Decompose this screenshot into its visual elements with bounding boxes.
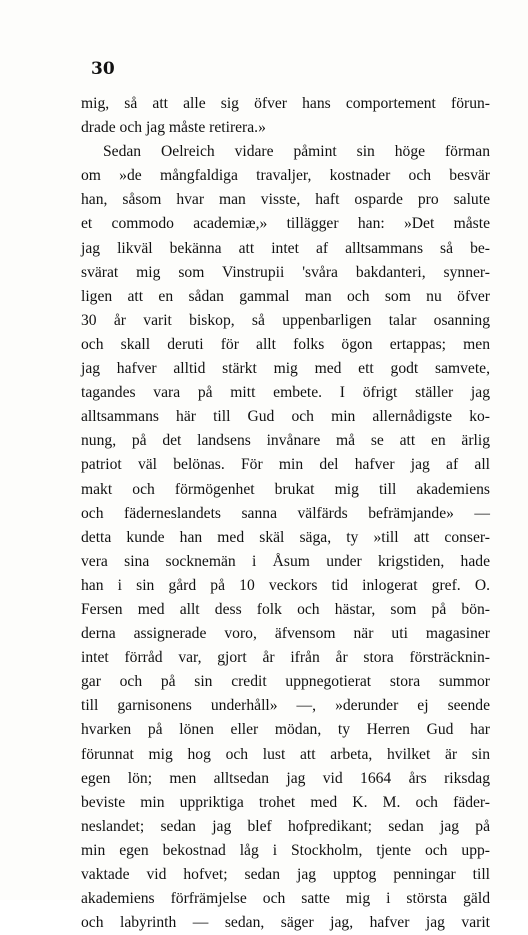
text-line: intet förråd var, gjort år ifrån år stora försträcknin- — [81, 649, 490, 667]
text-line: jag likväl bekänna att intet af alltsammans så be- — [81, 239, 490, 257]
text-line: förunnat mig hog och lust att arbeta, hvilket är sin — [81, 745, 490, 763]
text-line: et commodo academiæ,» tillägger han: »Det måste — [81, 215, 490, 233]
text-line: mig, så att alle sig öfver hans comportement förun- — [81, 95, 490, 112]
text-line: 30 år varit biskop, så uppenbarligen talar osanning — [81, 311, 490, 329]
text-line: min egen bekostnad låg i Stockholm, tjente och upp- — [81, 841, 490, 859]
text-line: beviste min uppriktiga trohet med K. M. och fäder- — [81, 793, 490, 811]
text-line: drade och jag måste retirera.» — [81, 119, 266, 137]
text-line: om »de mångfaldiga travaljer, kostnader och besvär — [81, 167, 490, 185]
text-line: makt och förmögenhet brukat mig till akademiens — [81, 480, 490, 498]
text-line: till garnisonens underhåll» —, »derunder ej seende — [81, 697, 490, 715]
text-line: egen lön; men alltsedan jag vid 1664 års riksdag — [81, 769, 490, 787]
text-line: och skall deruti för allt folks ögon ertappas; men — [81, 335, 490, 353]
text-line: detta kunde han med skäl säga, ty »till att conser- — [81, 528, 490, 546]
text-line: ligen att en sådan gammal man och som nu öfver — [81, 287, 490, 305]
text-line: patriot väl belönas. För min del hafver jag af all — [81, 456, 490, 474]
text-line: han, såsom hvar man visste, haft osparde pro salute — [81, 191, 490, 209]
text-line: Sedan Oelreich vidare påmint sin höge förman — [103, 143, 490, 161]
text-line: svärat mig som Vinstrupii 'svåra bakdanteri, synner- — [81, 263, 490, 281]
text-line: vera sina socknemän i Åsum under krigstiden, hade — [81, 552, 490, 570]
text-line: jag hafver alltid stärkt mig med ett godt samvete, — [81, 360, 490, 378]
text-line: neslandet; sedan jag blef hofpredikant; sedan jag på — [81, 817, 490, 835]
text-line: akademiens förfrämjelse och satte mig i största gäld — [81, 890, 490, 908]
text-line: tagandes vara på mitt embete. I öfrigt ställer jag — [81, 384, 490, 402]
text-line: och fäderneslandets sanna välfärds befrämjande» — — [81, 504, 490, 522]
body-text — [81, 92, 490, 935]
page-number: 30 — [91, 59, 115, 79]
text-line: vaktade vid hofvet; sedan jag upptog penningar till — [81, 866, 490, 883]
text-line: nung, på det landsens invånare må se att en ärlig — [81, 432, 490, 450]
text-line: han i sin gård på 10 veckors tid inlogerat gref. O. — [81, 576, 490, 594]
text-line: Fersen med allt dess folk och hästar, som på bön- — [81, 600, 490, 618]
text-line: derna assignerade voro, äfvensom när uti magasiner — [81, 625, 490, 643]
text-line: hvarken på lönen eller mödan, ty Herren Gud har — [81, 721, 490, 739]
text-line: gar och på sin credit uppnegotierat stora summor — [81, 673, 490, 691]
text-line: och labyrinth — sedan, säger jag, hafver jag varit — [81, 914, 490, 932]
text-line: alltsammans här till Gud och min allernådigste ko- — [81, 408, 490, 426]
